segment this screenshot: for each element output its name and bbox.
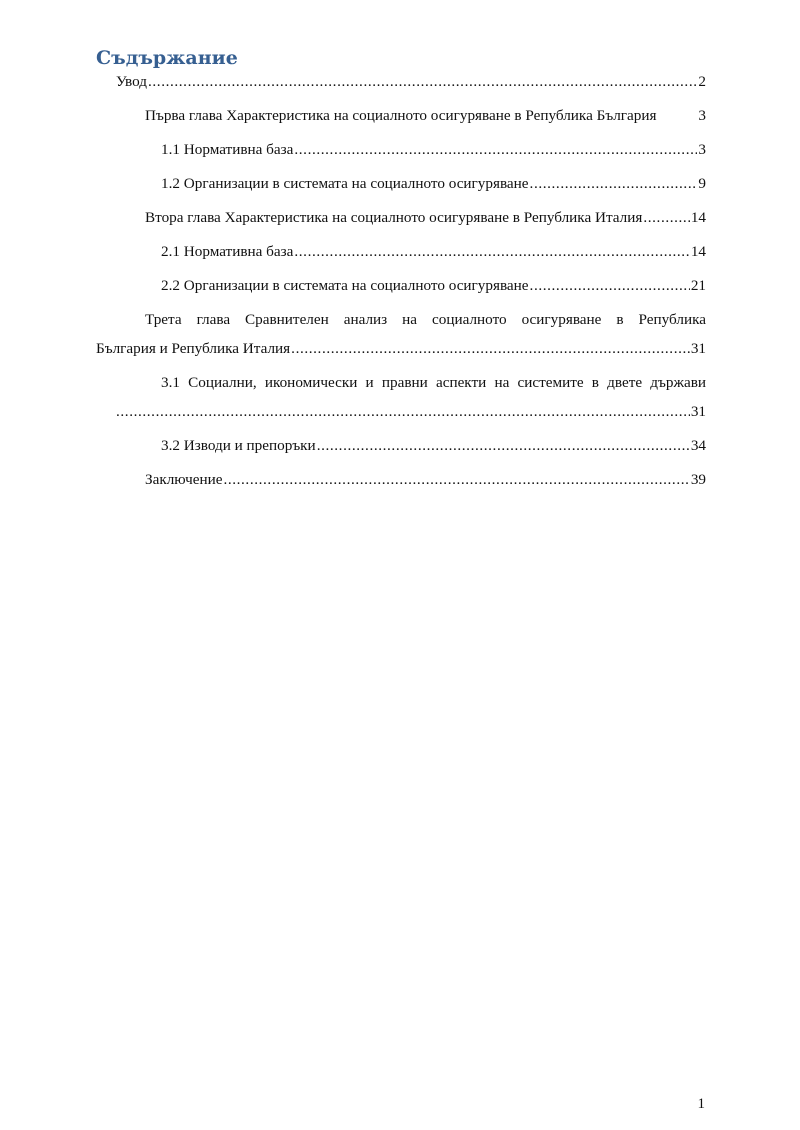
toc-entry-section-3-2[interactable]	[161, 436, 706, 456]
toc-entry-title-line-1: 3.1 Социални, икономически и правни аспекти на системите в двете държави	[161, 374, 706, 391]
toc-entry-title: Заключение	[145, 471, 223, 488]
dot-leader	[291, 339, 690, 359]
toc-entry-chapter-3[interactable]	[96, 310, 706, 359]
toc-entry-page: 3	[698, 141, 706, 158]
toc-entry-page: 39	[690, 471, 706, 488]
toc-entry-title: 2.1 Нормативна база	[161, 243, 294, 260]
toc-entry-section-2-1[interactable]	[161, 242, 706, 262]
toc-entry-title-line-2: България и Република Италия	[96, 340, 291, 357]
dot-leader	[643, 208, 689, 228]
toc-entry-title: Първа глава Характеристика на социалното осигуряване в Република България	[145, 107, 657, 124]
toc-entry-section-2-2[interactable]	[161, 276, 706, 296]
dot-leader	[294, 242, 689, 262]
toc-entry-page: 31	[690, 403, 706, 420]
toc-heading: Съдържание	[96, 47, 238, 69]
dot-leader	[294, 140, 697, 160]
toc-entry-conclusion[interactable]	[145, 470, 706, 490]
toc-entry-chapter-1[interactable]	[145, 106, 706, 126]
toc-entry-line-2	[96, 339, 706, 359]
dot-leader	[148, 72, 697, 92]
dot-leader	[317, 436, 690, 456]
toc-entry-page: 34	[690, 437, 706, 454]
toc-entry-section-1-2[interactable]	[161, 174, 706, 194]
toc-entry-page: 14	[690, 209, 706, 226]
toc-entry-title: Втора глава Характеристика на социалното осигуряване в Република Италия	[145, 209, 643, 226]
toc-entry-title-line-1: Трета глава Сравнителен анализ на социалното осигуряване в Република	[145, 311, 706, 328]
toc-entry-page: 2	[698, 73, 706, 90]
toc-entry-page: 9	[698, 175, 706, 192]
page-number: 1	[697, 1096, 705, 1112]
dot-leader	[116, 402, 690, 422]
dot-leader	[530, 174, 698, 194]
toc-entry-intro[interactable]	[116, 72, 706, 92]
toc-entry-page: 31	[690, 340, 706, 357]
dot-leader	[530, 276, 690, 296]
toc-entry-title: 2.2 Организации в системата на социалното осигуряване	[161, 277, 529, 294]
toc-entry-page: 21	[690, 277, 706, 294]
toc-entry-title: Увод	[116, 73, 147, 90]
dot-leader	[223, 470, 689, 490]
toc-entry-page: 14	[690, 243, 706, 260]
toc-entry-title: 1.2 Организации в системата на социалното осигуряване	[161, 175, 529, 192]
table-of-contents	[96, 72, 706, 490]
toc-entry-title: 1.1 Нормативна база	[161, 141, 294, 158]
toc-entry-page: 3	[698, 107, 706, 124]
toc-entry-section-3-1[interactable]	[96, 373, 706, 422]
toc-entry-title: 3.2 Изводи и препоръки	[161, 437, 316, 454]
toc-entry-line-2	[116, 402, 706, 422]
toc-entry-section-1-1[interactable]	[161, 140, 706, 160]
toc-entry-chapter-2[interactable]	[145, 208, 706, 228]
